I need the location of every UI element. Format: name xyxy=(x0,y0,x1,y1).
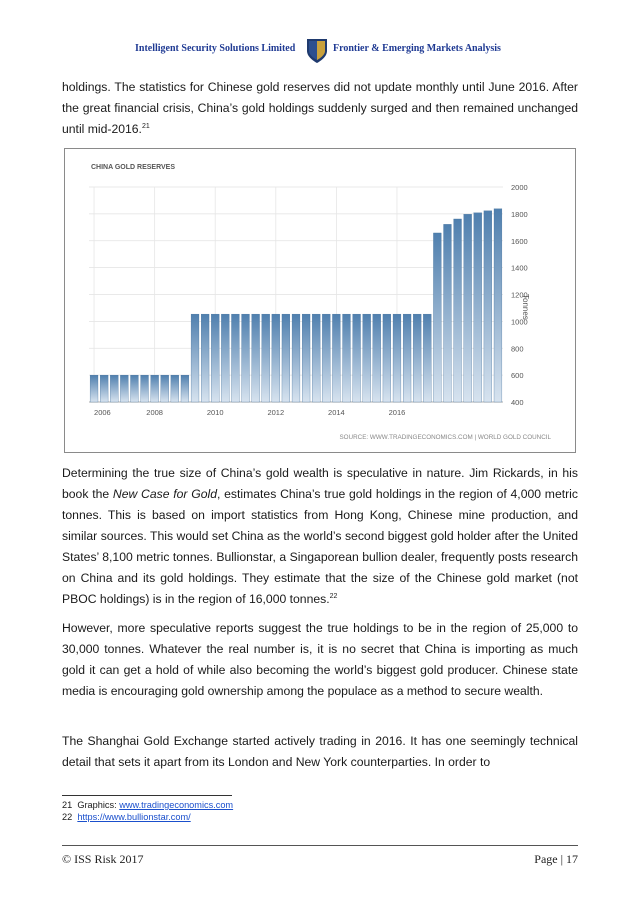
chart-bar xyxy=(433,233,441,402)
chart-bar xyxy=(282,314,290,402)
chart-bar xyxy=(262,314,270,402)
chart-x-ticks xyxy=(94,408,405,417)
y-tick-label: 1000 xyxy=(511,317,528,327)
y-tick-label: 800 xyxy=(511,344,524,354)
chart-bar xyxy=(252,314,260,402)
paragraph-2-text-a: Determining the true size of China’s gold wealth is speculative in nature. Jim Rickards, in his book the xyxy=(62,466,578,501)
chart-bar xyxy=(272,314,280,402)
shield-logo-icon xyxy=(306,38,328,64)
chart-bar xyxy=(474,213,482,402)
paragraph-4 xyxy=(62,731,578,773)
chart-bar xyxy=(141,375,149,402)
chart-bar xyxy=(120,375,128,402)
chart-bar xyxy=(161,375,169,402)
chart-bar xyxy=(363,314,371,402)
footnotes xyxy=(62,799,233,823)
chart-bar xyxy=(302,314,310,402)
chart-bar xyxy=(151,375,159,402)
chart-bar xyxy=(211,314,219,402)
gold-reserves-chart xyxy=(64,148,576,453)
chart-bar xyxy=(383,314,391,402)
chart-bar xyxy=(292,314,300,402)
footnote-number: 21 xyxy=(62,800,73,810)
footnote-number: 22 xyxy=(62,812,73,822)
chart-bar xyxy=(171,375,179,402)
chart-bar xyxy=(343,314,351,402)
footer-copyright: © ISS Risk 2017 xyxy=(62,852,144,866)
x-tick-label: 2006 xyxy=(94,408,111,417)
chart-y-axis-label: Tonnes xyxy=(521,294,530,320)
chart-bar xyxy=(90,375,98,402)
paragraph-4-text: The Shanghai Gold Exchange started actively trading in 2016. It has one seemingly technical detail that sets it apart from its London and New York counterparties. In order to xyxy=(62,734,578,769)
chart-bar xyxy=(393,314,401,402)
chart-bar xyxy=(191,314,199,402)
chart-bar xyxy=(494,209,502,402)
footnote-link-tradingeconomics[interactable]: www.tradingeconomics.com xyxy=(119,800,234,810)
chart-bar xyxy=(131,375,139,402)
x-tick-label: 2016 xyxy=(388,408,406,417)
chart-title: CHINA GOLD RESERVES xyxy=(91,164,176,171)
footnote-ref-21[interactable]: 21 xyxy=(141,123,150,130)
footnote-label: Graphics: xyxy=(77,800,120,810)
chart-bar xyxy=(332,314,340,402)
chart-bar xyxy=(403,314,411,402)
footer-divider xyxy=(62,845,578,846)
chart-bar xyxy=(201,314,209,402)
chart-bar xyxy=(353,314,361,402)
footnote-22 xyxy=(62,811,233,823)
paragraph-1-text: holdings. The statistics for Chinese gold reserves did not update monthly until June 2016. After the great financial crisis, China’s gold holdings suddenly surged and then remained unchanged until mid-2016. xyxy=(62,80,578,136)
y-tick-label: 1800 xyxy=(511,209,528,219)
chart-bar xyxy=(373,314,381,402)
book-title: New Case for Gold xyxy=(112,487,217,501)
chart-bar xyxy=(423,314,431,402)
footnote-link-bullionstar[interactable]: https://www.bullionstar.com/ xyxy=(77,812,191,822)
chart-bars xyxy=(90,209,502,402)
chart-bar xyxy=(322,314,330,402)
y-tick-label: 2000 xyxy=(511,183,528,192)
paragraph-3 xyxy=(62,618,578,702)
x-tick-label: 2014 xyxy=(328,408,345,417)
x-tick-label: 2008 xyxy=(146,408,163,417)
y-tick-label: 600 xyxy=(511,371,524,381)
footnote-divider xyxy=(62,795,232,796)
paragraph-2-text-b: , estimates China’s true gold holdings in the region of 4,000 metric tonnes. This is based on import statistics from Hong Kong, Chinese mine production, and similar sources. This would set China as the world’s second biggest gold holder after the United States’ 8,100 metric tonnes. Bullionstar, a Singaporean bullion dealer, frequently posts research on China and its gold holdings. They estimate that the size of the Chinese gold market (not PBOC holdings) is in the region of 16,000 tonnes. xyxy=(62,487,578,606)
chart-bar xyxy=(181,375,189,402)
chart-bar xyxy=(242,314,250,402)
chart-source: SOURCE: WWW.TRADINGECONOMICS.COM | WORLD GOLD COUNCIL xyxy=(339,434,551,441)
footnote-ref-22[interactable]: 22 xyxy=(329,593,338,600)
paragraph-1 xyxy=(62,77,578,140)
y-tick-label: 400 xyxy=(511,398,524,407)
chart-bar xyxy=(312,314,320,402)
footnote-21 xyxy=(62,799,233,811)
x-tick-label: 2010 xyxy=(206,408,224,417)
chart-bar xyxy=(464,214,472,402)
header-company: Intelligent Security Solutions Limited xyxy=(135,43,296,54)
header-report: Frontier & Emerging Markets Analysis xyxy=(333,43,501,54)
chart-bar xyxy=(413,314,421,402)
chart-bar xyxy=(221,314,229,402)
y-tick-label: 1400 xyxy=(511,263,528,273)
y-tick-label: 1600 xyxy=(511,236,528,246)
y-tick-label: 1200 xyxy=(511,290,528,300)
x-tick-label: 2012 xyxy=(267,408,285,417)
chart-bar xyxy=(231,314,239,402)
paragraph-3-text: However, more speculative reports suggest the true holdings to be in the region of 25,000 to 30,000 tonnes. Whatever the real number is, it is no secret that China is importing as much gold it can get a hold of while also becoming the world’s biggest gold producer. Chinese state media is encouraging gold ownership among the populace as a method to secure wealth. xyxy=(62,621,578,698)
paragraph-2 xyxy=(62,463,578,610)
page-header xyxy=(0,40,638,80)
chart-bar xyxy=(444,224,452,402)
chart-svg xyxy=(65,149,575,452)
chart-bar xyxy=(484,211,492,402)
chart-bar xyxy=(100,375,108,402)
footer-page-number: Page | 17 xyxy=(534,852,578,866)
chart-bar xyxy=(454,219,462,402)
chart-bar xyxy=(110,375,118,402)
